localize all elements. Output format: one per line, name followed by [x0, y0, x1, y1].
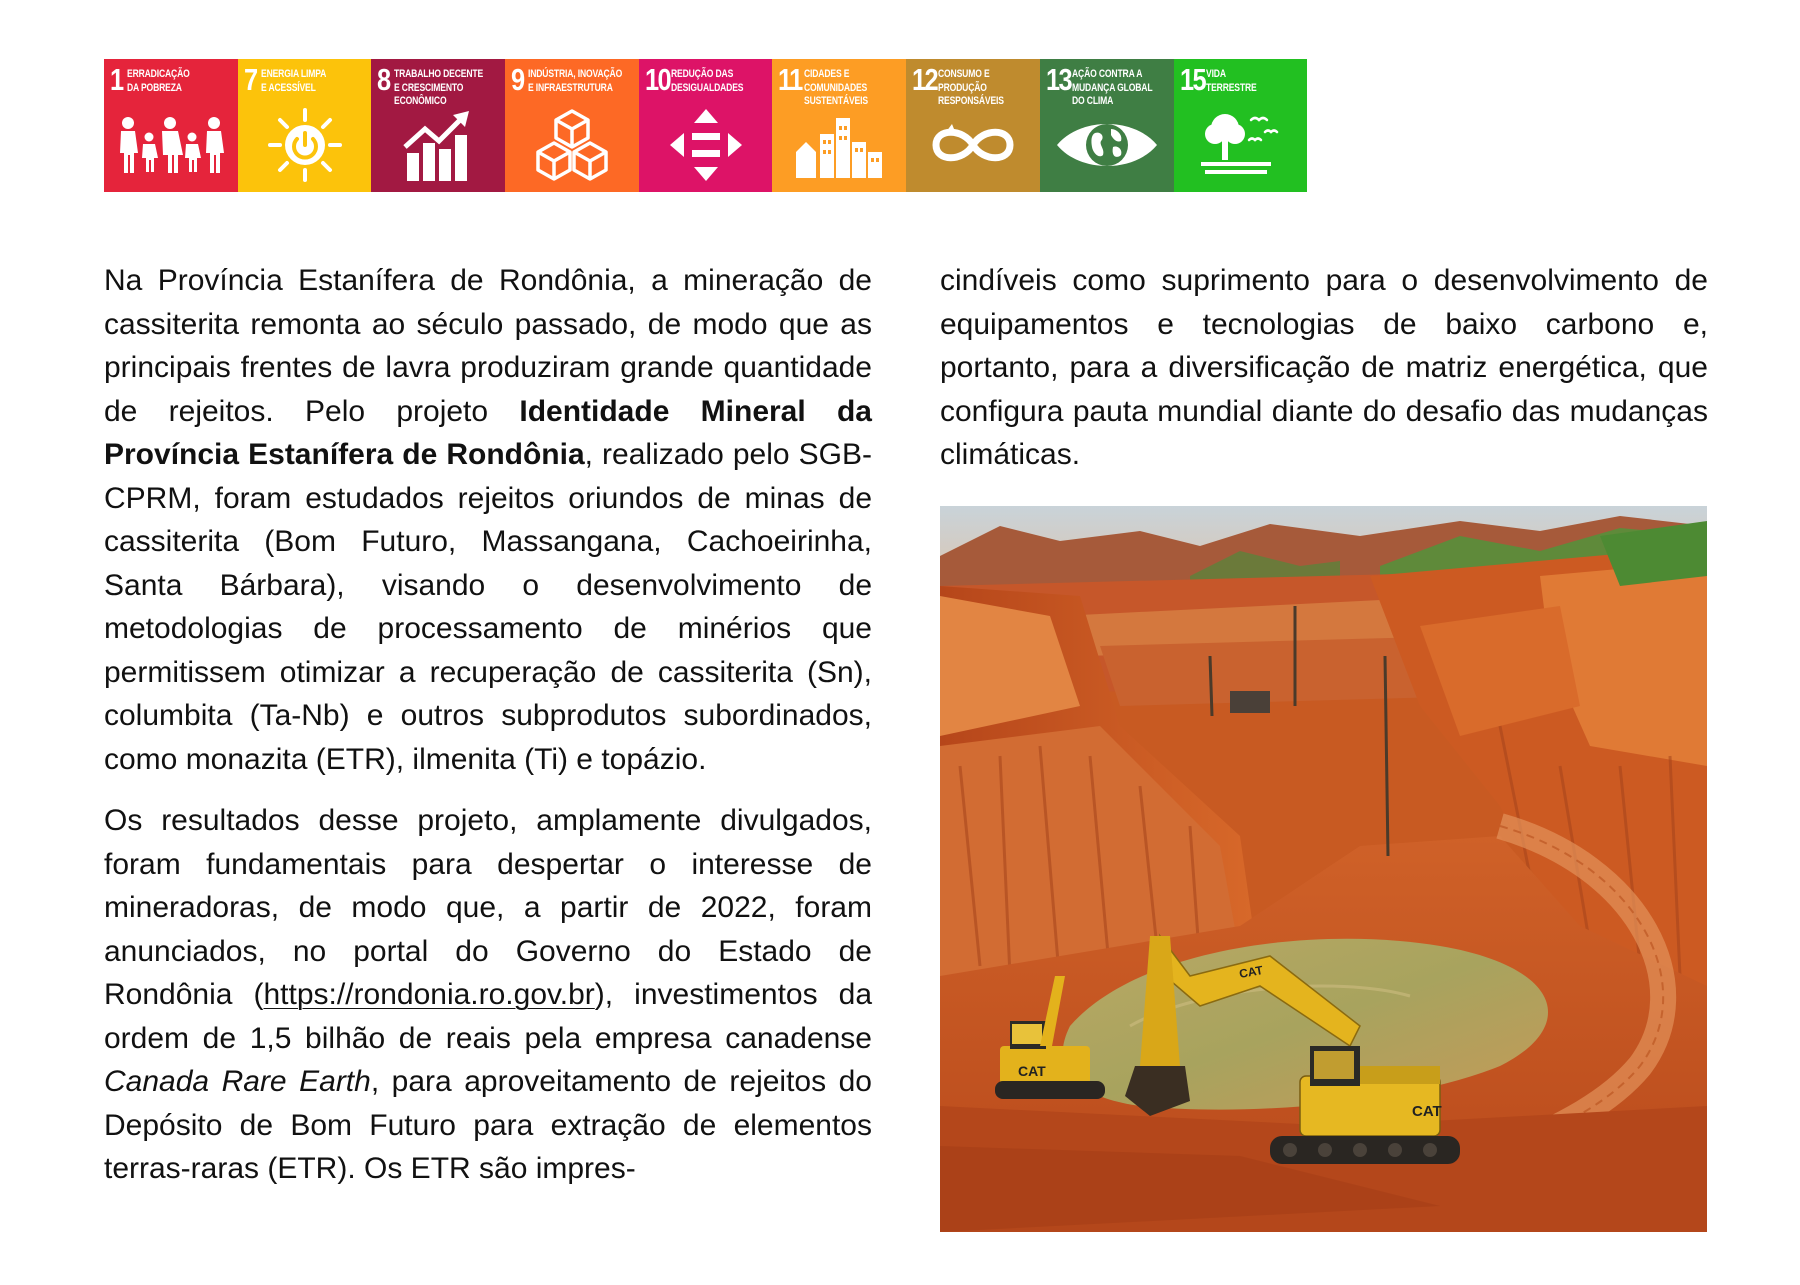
sdg-number: 10 [644, 62, 670, 97]
sdg-label: INDÚSTRIA, INOVAÇÃO E INFRAESTRUTURA [528, 68, 623, 94]
sdg-number: 7 [243, 62, 257, 97]
family-icon [104, 104, 238, 186]
sdg-goal-13 [1040, 59, 1174, 192]
growth-chart-icon [371, 104, 505, 186]
sdg-label: TRABALHO DECENTE E CRESCIMENTO ECONÔMICO [394, 68, 484, 107]
project-name-bold: Identidade Mineral da Província Estanífera de Rondônia [104, 394, 872, 471]
sdg-number: 9 [511, 62, 524, 97]
sdg-number: 8 [377, 62, 390, 97]
earth-eye-icon [1040, 104, 1174, 186]
sdg-number: 13 [1045, 62, 1071, 97]
paragraph-mining-history [104, 259, 872, 781]
cat-label: CAT [1238, 963, 1264, 981]
sdg-label: AÇÃO CONTRA A MUDANÇA GLOBAL DO CLIMA [1071, 68, 1153, 107]
sdg-goal-9 [505, 59, 639, 192]
sdg-label: VIDA TERRESTRE [1205, 68, 1257, 94]
city-icon [772, 104, 906, 186]
text-column-right [940, 259, 1708, 495]
cubes-icon [505, 104, 639, 186]
sdg-label: CONSUMO E PRODUÇÃO RESPONSÁVEIS [938, 68, 1004, 107]
sdg-goals-strip [104, 59, 1308, 192]
sdg-label: ERRADICAÇÃO DA POBREZA [127, 68, 190, 94]
mine-illustration [940, 506, 1707, 1232]
sdg-label: REDUÇÃO DAS DESIGUALDADES [670, 68, 744, 94]
sdg-number: 12 [912, 62, 938, 97]
company-name-italic: Canada Rare Earth [104, 1065, 371, 1098]
text-run: Na Província Estanífera de Rondônia, a mineração de cassiterita remonta ao século passado, de modo que as principais frentes de lavra produziram grande quantidade de rejeitos. Pelo projeto [104, 264, 872, 428]
tree-birds-icon [1174, 104, 1308, 186]
text-run: , para aproveitamento de rejeitos do Depósito de Bom Futuro para extração de elementos terras-raras (ETR). Os ETR são impres- [104, 1065, 872, 1185]
sdg-goal-10 [639, 59, 773, 192]
cat-label: CAT [1412, 1103, 1442, 1120]
sdg-goal-15 [1174, 59, 1308, 192]
sdg-goal-1 [104, 59, 238, 192]
sdg-label: CIDADES E COMUNIDADES SUSTENTÁVEIS [804, 68, 869, 107]
paragraph-project-results [104, 799, 872, 1191]
sdg-goal-11 [772, 59, 906, 192]
sdg-number: 15 [1179, 62, 1205, 97]
sdg-number: 1 [110, 62, 123, 97]
sdg-number: 11 [778, 62, 803, 97]
infinity-icon [906, 104, 1040, 186]
sun-power-icon [238, 104, 372, 186]
rondonia-gov-link[interactable]: https://rondonia.ro.gov.br [263, 978, 595, 1011]
text-run: Os resultados desse projeto, amplamente divulgados, foram fundamentais para despertar o interesse de mineradoras, de modo que, a partir de 2022, foram anunciados, no portal do Governo do Estado de Rondônia ( [104, 804, 872, 1011]
text-column-left [104, 259, 872, 1209]
sdg-goal-8 [371, 59, 505, 192]
text-run: ), investimentos da ordem de 1,5 bilhão de reais pela empresa canadense [104, 978, 873, 1055]
sdg-goal-12 [906, 59, 1040, 192]
text-run: , realizado pelo SGB-CPRM, foram estudados rejeitos oriundos de minas de cassiterita (Bom Futuro, Massangana, Cachoeirinha, Santa Bárbara), visando o desenvolvimento de metodologias de processamento de minérios que permitissem otimizar a recuperação de cassiterita (Sn), columbita (Ta-Nb) e outros subprodutos subordinados, como monazita (ETR), ilmenita (Ti) e topázio. [104, 438, 872, 776]
paragraph-ree-importance: cindíveis como suprimento para o desenvolvimento de equipamentos e tecnologias de baixo carbono e, portanto, para a diversificação de matriz energética, que configura pauta mundial diante do desafio das mudanças climáticas. [940, 264, 1708, 471]
sdg-goal-7 [238, 59, 372, 192]
open-pit-mine-photo [940, 506, 1707, 1232]
equality-arrows-icon [639, 104, 773, 186]
cat-label: CAT [1018, 1063, 1046, 1079]
sdg-label: ENERGIA LIMPA E ACESSÍVEL [260, 68, 326, 94]
